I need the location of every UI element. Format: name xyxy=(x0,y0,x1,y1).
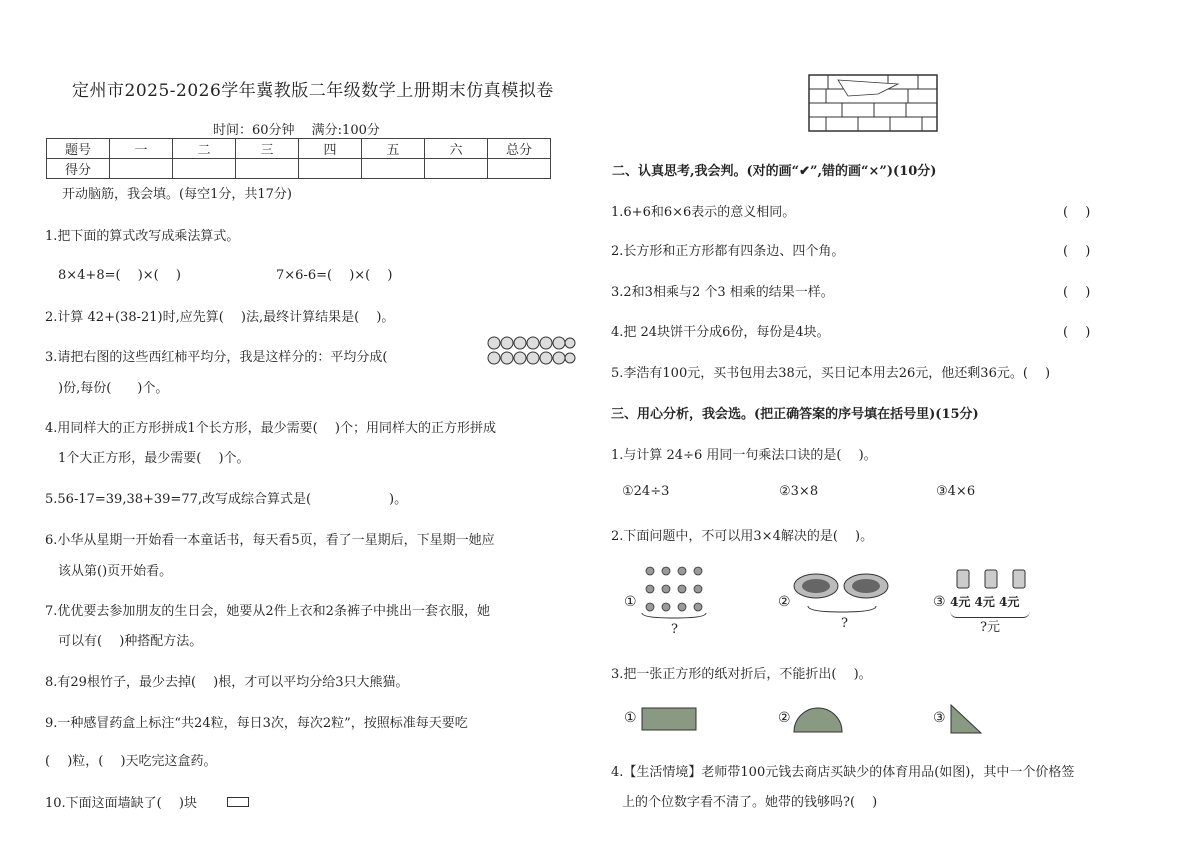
s1-q3-line2: )份,每份( )个。 xyxy=(45,381,169,396)
s1-q1b: 7×6-6=( )×( ) xyxy=(276,268,393,283)
icecream-image xyxy=(640,563,710,621)
s1-q6-line2: 该从第()页开始看。 xyxy=(45,564,173,579)
bottles-image xyxy=(953,566,1033,590)
score-header-cell: 一 xyxy=(110,139,173,159)
s1-q4-line2: 1个大正方形，最少需要( )个。 xyxy=(45,451,250,466)
score-input-cell[interactable] xyxy=(299,159,362,179)
score-input-cell[interactable] xyxy=(362,159,425,179)
s1-q10: 10.下面这面墙缺了( )块 xyxy=(45,796,197,811)
score-input-cell[interactable] xyxy=(110,159,173,179)
s3-q3-label: ② xyxy=(778,710,791,726)
s1-q4-line1: 4.用同样大的正方形拼成1个长方形，最少需要( )个；用同样大的正方形拼成 xyxy=(45,421,496,436)
score-table xyxy=(46,138,551,179)
s2-item: 3.2和3相乘与2 个3 相乘的结果一样。 xyxy=(611,285,834,300)
s3-q2-question: ? xyxy=(671,622,678,637)
s3-q4-line2: 上的个位数字看不清了。她带的钱够吗?( ) xyxy=(622,795,878,810)
s3-q2-question: ?元 xyxy=(980,620,1000,635)
s3-q1-option: ①24÷3 xyxy=(622,484,670,499)
score-header-cell: 题号 xyxy=(47,139,110,159)
rectangle-shape-icon xyxy=(641,706,697,732)
s3-q2-label: ① xyxy=(624,594,637,610)
judge-bracket[interactable]: ( ) xyxy=(1063,244,1091,259)
score-header-cell: 四 xyxy=(299,139,362,159)
page-title: 定州市2025-2026学年冀教版二年级数学上册期末仿真模拟卷 xyxy=(72,81,554,101)
score-header-cell: 六 xyxy=(425,139,488,159)
score-header-cell: 五 xyxy=(362,139,425,159)
s1-q6-line1: 6.小华从星期一开始看一本童话书，每天看5页，看了一星期后，下星期一她应 xyxy=(45,533,495,548)
section2-heading: 二、认真思考,我会判。(对的画“✔”,错的画“×”)(10分) xyxy=(612,164,937,179)
score-input-cell[interactable] xyxy=(236,159,299,179)
s1-q1a: 8×4+8=( )×( ) xyxy=(58,268,181,283)
s3-q2-label: ③ xyxy=(933,594,946,610)
score-header-cell: 三 xyxy=(236,139,299,159)
s2-item: 2.长方形和正方形都有四条边、四个角。 xyxy=(611,244,845,259)
brick-icon xyxy=(227,797,249,807)
s1-q3-line1: 3.请把右图的这些西红柿平均分，我是这样分的：平均分成( xyxy=(45,350,388,365)
score-header-cell: 总分 xyxy=(488,139,551,159)
s3-q1: 1.与计算 24÷6 用同一句乘法口诀的是( )。 xyxy=(611,448,877,463)
s3-q2-prices: 4元 4元 4元 xyxy=(950,595,1020,609)
score-input-cell[interactable] xyxy=(425,159,488,179)
triangle-shape-icon xyxy=(949,703,983,735)
s3-q3-label: ① xyxy=(624,710,637,726)
judge-bracket[interactable]: ( ) xyxy=(1063,205,1091,220)
tomatoes-image xyxy=(486,334,576,366)
s1-q9-line2: ( )粒，( )天吃完这盒药。 xyxy=(45,754,217,769)
score-input-cell[interactable] xyxy=(488,159,551,179)
s3-q2: 2.下面问题中，不可以用3×4解决的是( )。 xyxy=(611,529,874,544)
wall-image xyxy=(808,74,938,132)
s1-q7-line1: 7.优优要去参加朋友的生日会，她要从2件上衣和2条裤子中挑出一套衣服，她 xyxy=(45,604,490,619)
score-table-score-row xyxy=(47,159,551,179)
score-input-cell[interactable] xyxy=(173,159,236,179)
judge-bracket[interactable]: ( ) xyxy=(1063,285,1091,300)
judge-bracket[interactable]: ( ) xyxy=(1063,325,1091,340)
s1-q8: 8.有29根竹子，最少去掉( )根，才可以平均分给3只大熊猫。 xyxy=(45,675,409,690)
s2-item: 1.6+6和6×6表示的意义相同。 xyxy=(611,205,796,220)
s1-q1: 1.把下面的算式改写成乘法算式。 xyxy=(45,229,240,244)
s3-q2-question: ? xyxy=(841,616,848,631)
semicircle-shape-icon xyxy=(792,704,844,734)
s3-q2-label: ② xyxy=(778,594,791,610)
s3-q3-label: ③ xyxy=(933,710,946,726)
section1-heading: 开动脑筋，我会填。(每空1分，共17分) xyxy=(62,187,292,202)
s1-q2: 2.计算 42+(38-21)时,应先算( )法,最终计算结果是( )。 xyxy=(45,310,395,325)
plates-image xyxy=(792,572,892,616)
score-row-label: 得分 xyxy=(47,159,110,179)
s3-q1-option: ②3×8 xyxy=(779,484,819,499)
time-info: 时间：60分钟 满分:100分 xyxy=(213,123,380,138)
section3-heading: 三、用心分析，我会选。(把正确答案的序号填在括号里)(15分) xyxy=(611,407,979,422)
s2-item: 5.李浩有100元，买书包用去38元，买日记本用去26元，他还剩36元。( ) xyxy=(611,366,1051,381)
s3-q4-line1: 4.【生活情境】老师带100元钱去商店买缺少的体育用品(如图)，其中一个价格签 xyxy=(611,765,1075,780)
s1-q9-line1: 9.一种感冒药盒上标注“共24粒，每日3次，每次2粒”，按照标准每天要吃 xyxy=(45,716,468,731)
s3-q1-option: ③4×6 xyxy=(936,484,976,499)
score-header-cell: 二 xyxy=(173,139,236,159)
s1-q7-line2: 可以有( )种搭配方法。 xyxy=(45,634,203,649)
s1-q5: 5.56-17=39,38+39=77,改写成综合算式是( )。 xyxy=(45,492,408,507)
score-table-header-row xyxy=(47,139,551,159)
s2-item: 4.把 24块饼干分成6份，每份是4块。 xyxy=(611,325,830,340)
s3-q3: 3.把一张正方形的纸对折后，不能折出( )。 xyxy=(611,667,872,682)
